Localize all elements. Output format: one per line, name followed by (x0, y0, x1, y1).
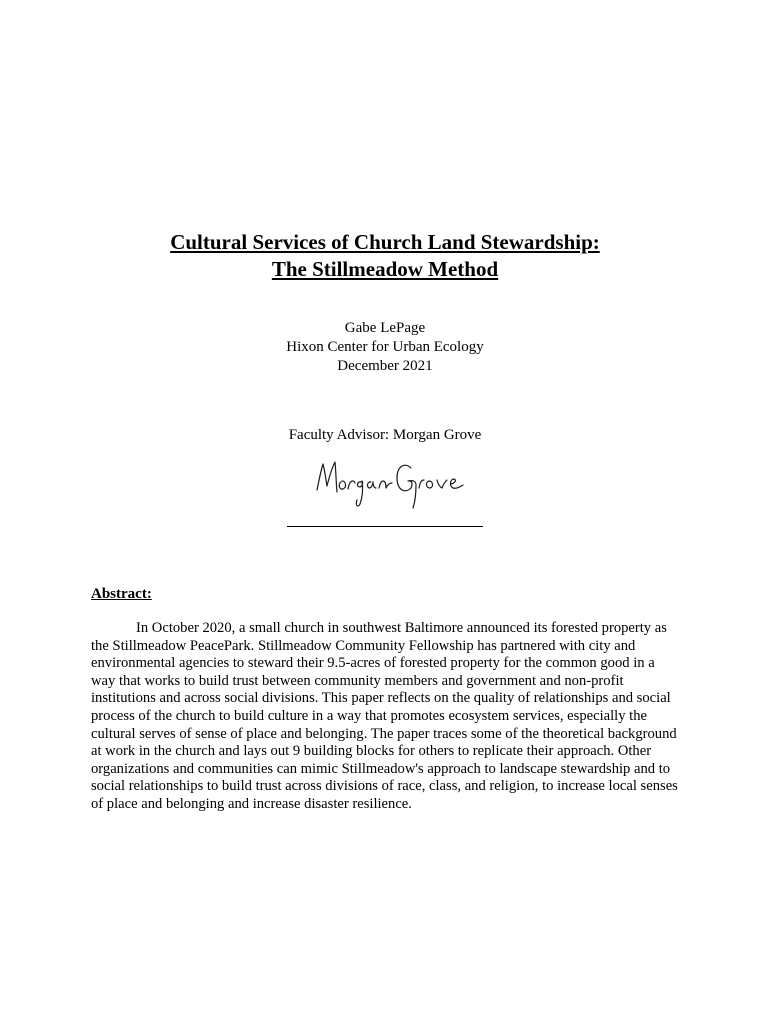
title-line-1: Cultural Services of Church Land Stewardship: (170, 230, 600, 254)
paper-title (0, 229, 770, 283)
author-info (0, 319, 770, 376)
abstract-heading: Abstract: (91, 586, 152, 602)
publication-date: December 2021 (337, 358, 433, 374)
abstract-body: In October 2020, a small church in southwest Baltimore announced its forested property as the Stillmeadow PeacePark. Stillmeadow Community Fellowship has partnered with city and environmental agencies to steward their 9.5-acres of forested property for the common good in a way that works to build trust between community members and government and non-profit institutions and across social divisions. This paper reflects on the quality of relationships and social process of the church to build culture in a way that promotes ecosystem services, especially the cultural serves of sense of place and belonging. The paper traces some of the theoretical background at work in the church and lays out 9 building blocks for others to replicate their approach. Other organizations and communities can mimic Stillmeadow's approach to landscape stewardship and to social relationships to build trust across divisions of race, class, and religion, to increase local senses of place and belonging and increase disaster resilience. (91, 620, 678, 812)
author-name: Gabe LePage (344, 320, 426, 336)
signature-line (287, 526, 483, 527)
faculty-advisor: Faculty Advisor: Morgan Grove (288, 427, 482, 443)
author-affiliation: Hixon Center for Urban Ecology (286, 339, 484, 355)
title-line-2: The Stillmeadow Method (271, 257, 499, 281)
handwritten-signature (303, 450, 473, 514)
